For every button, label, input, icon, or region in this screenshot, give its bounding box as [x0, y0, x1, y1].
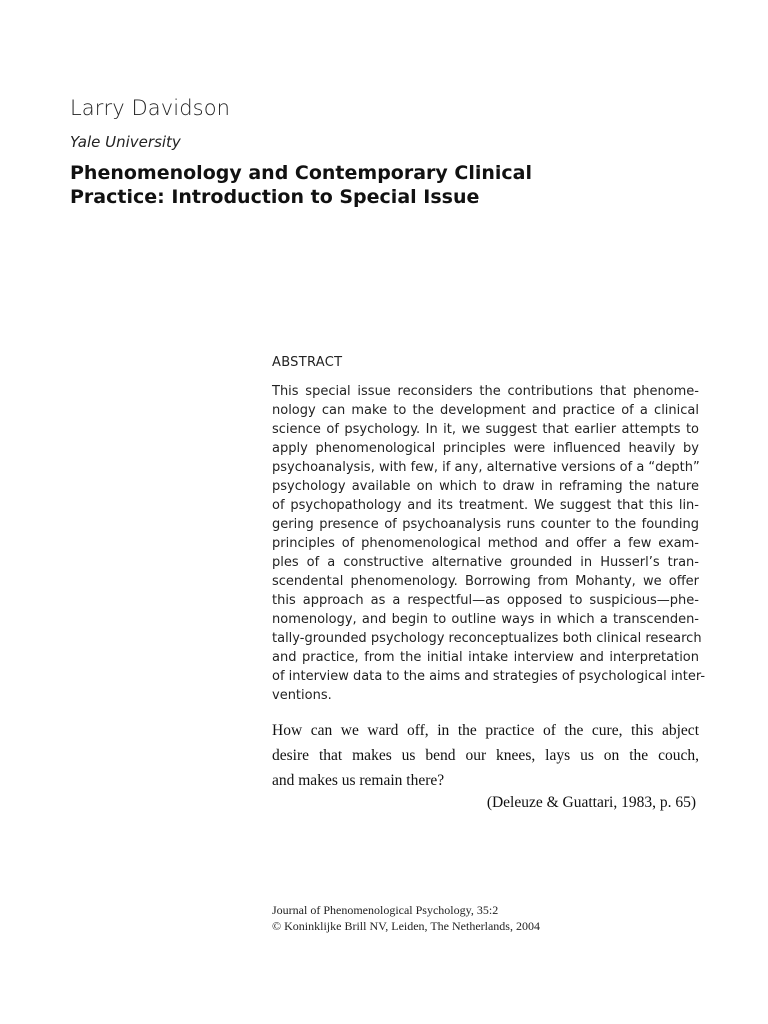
abstract-line: nomenology, and begin to outline ways in which a transcenden-	[272, 612, 699, 627]
abstract-body	[272, 382, 706, 705]
author-name: Larry Davidson	[70, 96, 231, 120]
abstract-line: principles of phenomenological method and offer a few exam-	[272, 536, 699, 551]
epigraph-line: How can we ward off, in the practice of the cure, this abject	[272, 722, 699, 739]
epigraph-citation: (Deleuze & Guattari, 1983, p. 65)	[486, 794, 696, 811]
journal-footer	[272, 902, 540, 934]
abstract-line: and practice, from the initial intake interview and interpretation	[272, 650, 699, 665]
journal-reference: Journal of Phenomenological Psychology, 35:2	[272, 903, 499, 917]
abstract-line: this approach as a respectful—as opposed to suspicious—phe-	[272, 593, 699, 608]
abstract-line: ples of a constructive alternative grounded in Husserl’s tran-	[272, 555, 699, 570]
abstract-line: apply phenomenological principles were influenced heavily by	[272, 441, 699, 456]
abstract-line: of interview data to the aims and strategies of psychological inter-	[272, 669, 706, 684]
abstract-line: ventions.	[272, 688, 332, 703]
abstract-line: gering presence of psychoanalysis runs counter to the founding	[272, 517, 699, 532]
abstract-line: psychology available on which to draw in reframing the nature	[272, 479, 699, 494]
abstract-line: tally-grounded psychology reconceptualizes both clinical research	[272, 631, 702, 646]
abstract-line: scendental phenomenology. Borrowing from Mohanty, we offer	[272, 574, 699, 589]
author-affiliation: Yale University	[70, 133, 181, 151]
abstract-line: psychoanalysis, with few, if any, alternative versions of a “depth”	[272, 460, 700, 475]
epigraph-quote	[272, 718, 699, 793]
abstract-line: nology can make to the development and practice of a clinical	[272, 403, 699, 418]
title-line: Practice: Introduction to Special Issue	[70, 186, 480, 208]
copyright-notice: © Koninklijke Brill NV, Leiden, The Netherlands, 2004	[272, 919, 540, 933]
abstract-line: of psychopathology and its treatment. We suggest that this lin-	[272, 498, 699, 513]
epigraph-line: desire that makes us bend our knees, lays us on the couch,	[272, 747, 699, 764]
abstract-heading: ABSTRACT	[272, 355, 343, 370]
title-line: Phenomenology and Contemporary Clinical	[70, 162, 533, 184]
abstract-line: This special issue reconsiders the contributions that phenome-	[272, 384, 699, 399]
article-title	[70, 161, 670, 209]
abstract-line: science of psychology. In it, we suggest that earlier attempts to	[272, 422, 699, 437]
epigraph-line: and makes us remain there?	[272, 772, 445, 789]
